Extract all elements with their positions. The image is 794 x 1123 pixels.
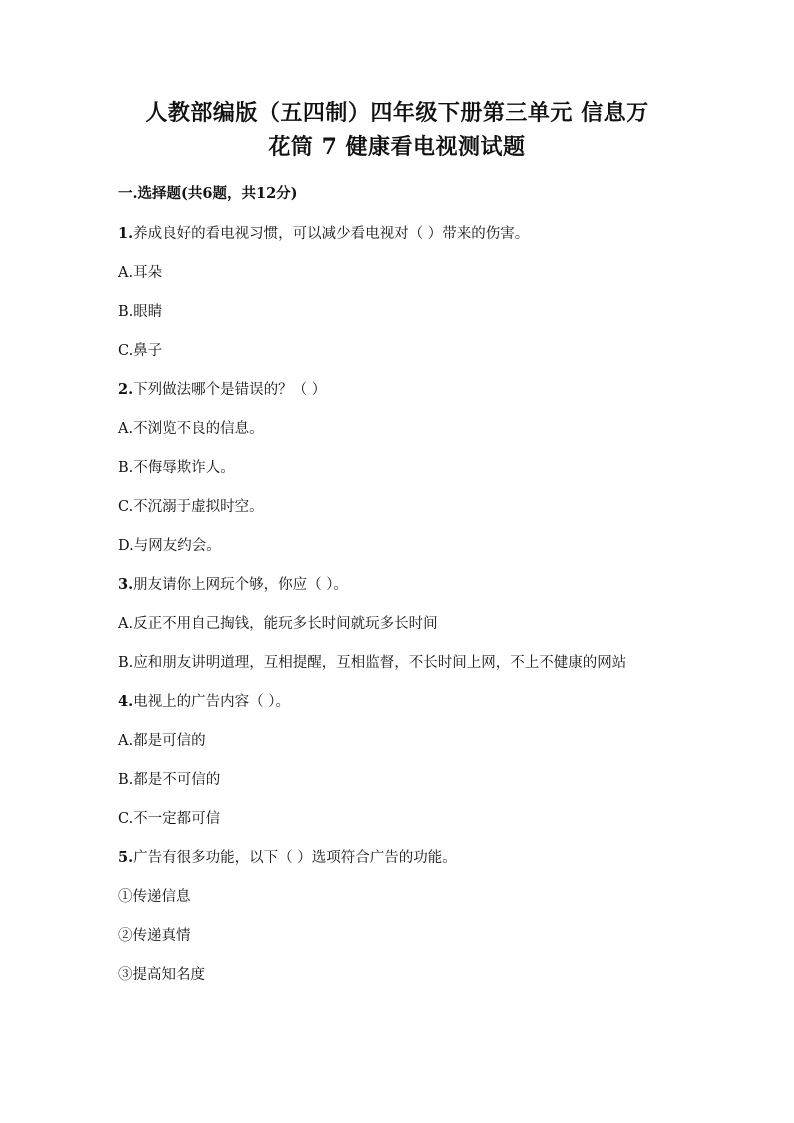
question-stem [118, 380, 676, 400]
question-3 [118, 575, 676, 673]
question-text: 电视上的广告内容（ ）。 [133, 694, 290, 710]
question-5 [118, 848, 676, 985]
question-text: 养成良好的看电视习惯，可以减少看电视对（ ）带来的伤害。 [133, 226, 530, 242]
question-number: 4. [118, 693, 134, 710]
question-number: 3. [118, 576, 134, 593]
option-b: B.不侮辱欺诈人。 [118, 460, 235, 476]
option-1: ①传递信息 [118, 889, 191, 905]
question-text: 广告有很多功能，以下（ ）选项符合广告的功能。 [133, 850, 457, 866]
question-stem [118, 692, 676, 712]
option-c: C.不沉溺于虚拟时空。 [118, 499, 264, 515]
question-number: 5. [118, 849, 134, 866]
option-c: C.不一定都可信 [118, 811, 221, 827]
option-a: A.反正不用自己掏钱，能玩多长时间就玩多长时间 [118, 616, 438, 632]
question-number: 2. [118, 381, 134, 398]
question-number: 1. [118, 225, 134, 242]
title-line-2: 花筒 7 健康看电视测试题 [268, 134, 526, 160]
question-stem [118, 224, 676, 244]
option-a: A.不浏览不良的信息。 [118, 421, 264, 437]
document-title [128, 96, 666, 164]
option-d: D.与网友约会。 [118, 538, 221, 554]
section-title: 一.选择题(共6题，共12分) [118, 185, 298, 202]
title-line-1: 人教部编版（五四制）四年级下册第三单元 信息万 [145, 100, 649, 126]
option-a: A.都是可信的 [118, 733, 206, 749]
question-stem [118, 848, 676, 868]
question-text: 朋友请你上网玩个够，你应（ ）。 [133, 577, 348, 593]
question-1 [118, 224, 676, 361]
question-2 [118, 380, 676, 556]
option-c: C.鼻子 [118, 343, 163, 359]
option-b: B.眼睛 [118, 304, 163, 320]
option-3: ③提高知名度 [118, 967, 205, 983]
question-stem [118, 575, 676, 595]
option-b: B.应和朋友讲明道理，互相提醒，互相监督，不长时间上网，不上不健康的网站 [118, 655, 627, 671]
option-a: A.耳朵 [118, 265, 163, 281]
question-4 [118, 692, 676, 829]
question-text: 下列做法哪个是错误的？（ ） [133, 382, 327, 398]
option-2: ②传递真情 [118, 928, 191, 944]
option-b: B.都是不可信的 [118, 772, 221, 788]
